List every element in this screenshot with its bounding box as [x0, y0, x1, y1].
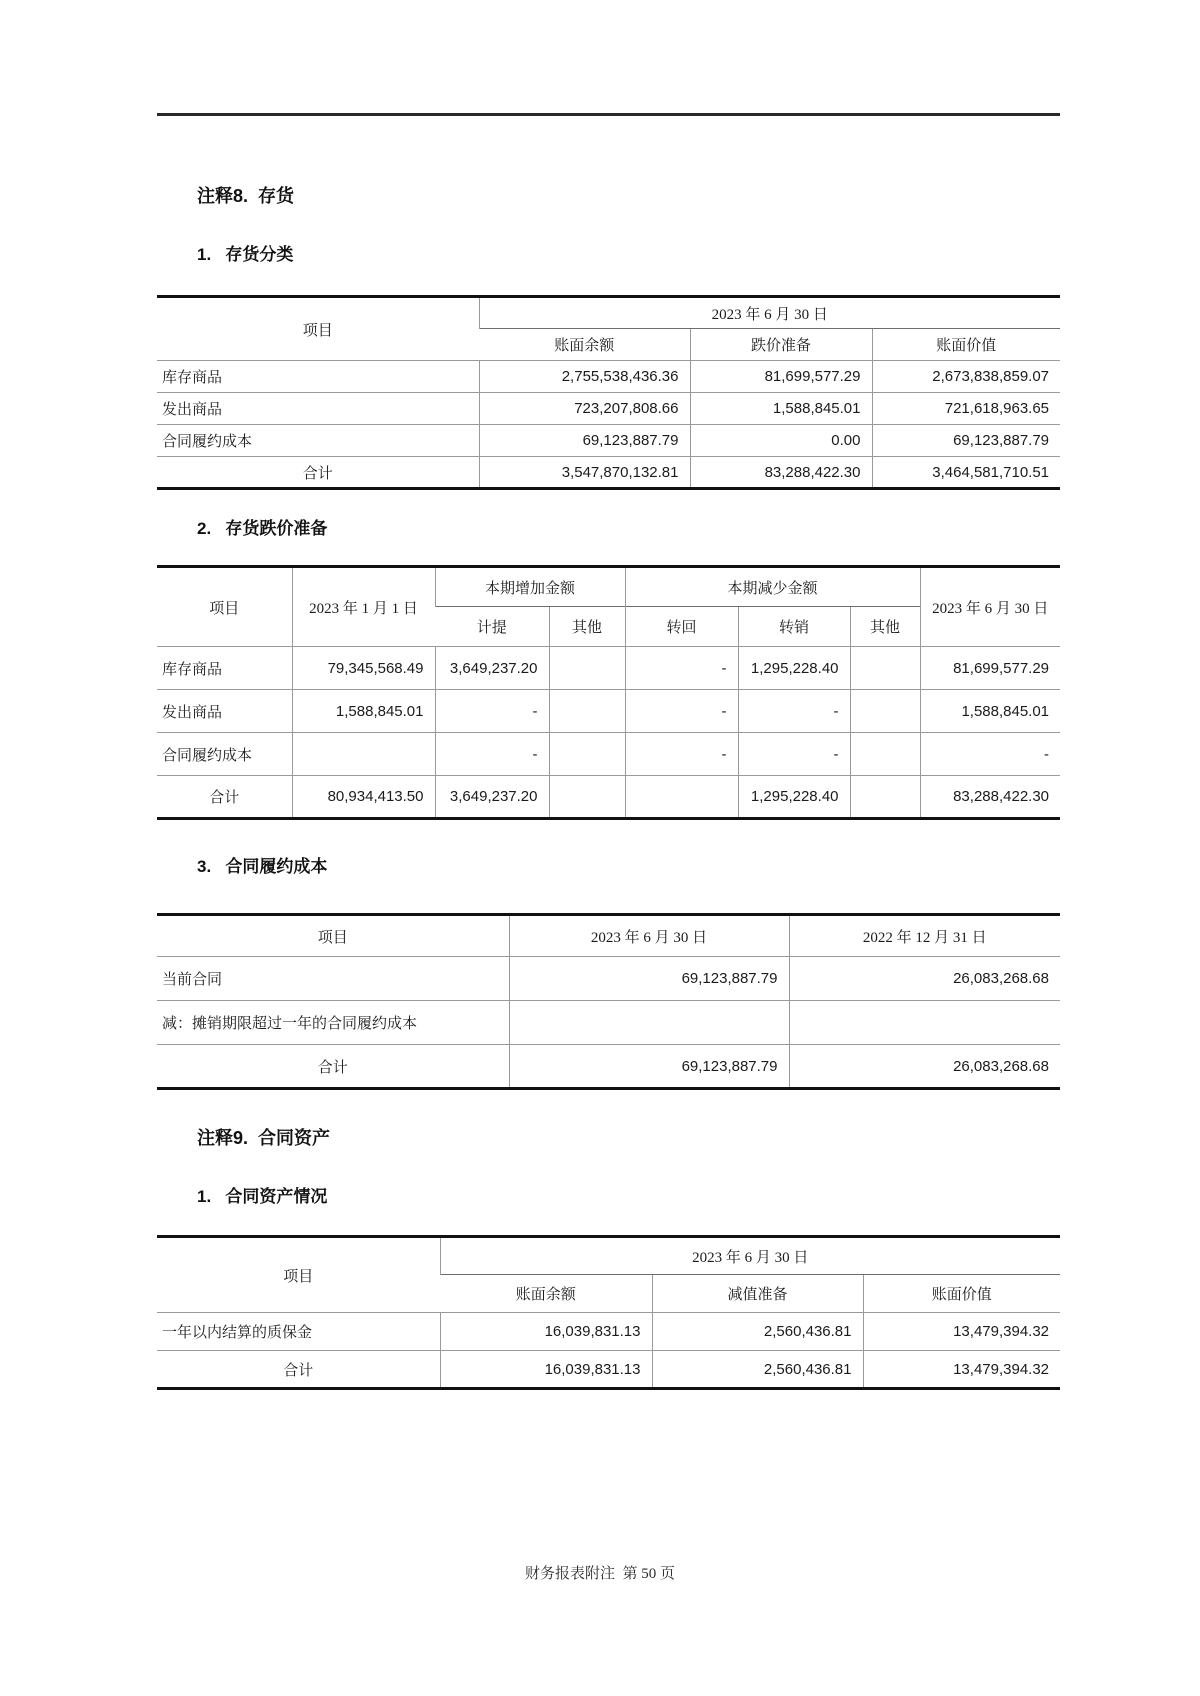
table-row	[157, 1001, 1060, 1045]
cell-value: 1,588,845.01	[690, 393, 872, 425]
column-header-current-date: 2023 年 6 月 30 日	[509, 915, 789, 957]
cell-value: 69,123,887.79	[479, 425, 690, 457]
cell-value: 69,123,887.79	[509, 957, 789, 1001]
table-header	[157, 567, 1060, 647]
inventory-classification-table	[157, 295, 1060, 490]
table-row	[157, 1351, 1060, 1389]
cell-value: 1,295,228.40	[738, 647, 850, 690]
cell-value: 2,755,538,436.36	[479, 361, 690, 393]
cell-value: 0.00	[690, 425, 872, 457]
cell-value	[509, 1001, 789, 1045]
cell-value: 1,588,845.01	[920, 690, 1060, 733]
column-header-impairment-provision: 减值准备	[652, 1275, 863, 1313]
cell-value	[789, 1001, 1060, 1045]
cell-value: 1,588,845.01	[292, 690, 435, 733]
table-row	[157, 457, 1060, 489]
column-header-other-increase: 其他	[549, 607, 625, 647]
table-row	[157, 1313, 1060, 1351]
column-header-book-value: 账面价值	[863, 1275, 1060, 1313]
column-header-other-decrease: 其他	[850, 607, 920, 647]
cell-value: 69,123,887.79	[509, 1045, 789, 1089]
row-label: 库存商品	[157, 361, 479, 393]
table-body	[157, 1313, 1060, 1389]
note9-heading: 注释9. 合同资产	[197, 1128, 331, 1148]
column-header-book-balance: 账面余额	[440, 1275, 652, 1313]
column-header-opening: 2023 年 1 月 1 日	[292, 567, 435, 647]
table-row	[157, 425, 1060, 457]
column-group-decrease: 本期减少金额	[625, 567, 920, 607]
cell-value: 16,039,831.13	[440, 1313, 652, 1351]
column-header-date: 2023 年 6 月 30 日	[479, 297, 1060, 329]
cell-value	[850, 690, 920, 733]
cell-value: 2,560,436.81	[652, 1351, 863, 1389]
column-header-book-value: 账面价值	[872, 329, 1060, 361]
row-label: 一年以内结算的质保金	[157, 1313, 440, 1351]
cell-value: 26,083,268.68	[789, 1045, 1060, 1089]
cell-value: -	[435, 733, 549, 776]
column-header-item: 项目	[283, 1268, 314, 1285]
table-body	[157, 361, 1060, 489]
cell-value: 83,288,422.30	[690, 457, 872, 489]
table-row	[157, 647, 1060, 690]
column-header-item: 项目	[302, 322, 333, 339]
column-header-prior-date: 2022 年 12 月 31 日	[789, 915, 1060, 957]
cell-value	[850, 647, 920, 690]
row-label: 合计	[157, 776, 292, 819]
column-header-item: 项目	[317, 929, 348, 946]
column-header-book-balance: 账面余额	[479, 329, 690, 361]
table-row	[157, 393, 1060, 425]
cell-value	[549, 690, 625, 733]
table-header	[157, 297, 1060, 361]
column-header-price-provision: 跌价准备	[690, 329, 872, 361]
cell-value: -	[625, 690, 738, 733]
column-header-item: 项目	[209, 600, 240, 617]
cell-value: 3,649,237.20	[435, 647, 549, 690]
row-label: 发出商品	[157, 690, 292, 733]
note8-heading: 注释8. 存货	[197, 186, 295, 206]
row-label: 合计	[157, 1045, 509, 1089]
column-header-date: 2023 年 6 月 30 日	[440, 1237, 1060, 1275]
row-label: 合同履约成本	[157, 733, 292, 776]
table-header	[157, 1237, 1060, 1313]
cell-value	[549, 733, 625, 776]
cell-value: 1,295,228.40	[738, 776, 850, 819]
section3-heading: 3. 合同履约成本	[197, 857, 328, 876]
column-header-reversal: 转回	[625, 607, 738, 647]
cell-value: 79,345,568.49	[292, 647, 435, 690]
cell-value: -	[738, 733, 850, 776]
row-label: 库存商品	[157, 647, 292, 690]
inventory-provision-table	[157, 565, 1060, 820]
cell-value	[625, 776, 738, 819]
row-label: 当前合同	[157, 957, 509, 1001]
row-label: 合计	[157, 1351, 440, 1389]
table-row	[157, 690, 1060, 733]
page-footer: 财务报表附注 第 50 页	[524, 1566, 675, 1582]
section1-heading: 1. 存货分类	[197, 245, 294, 264]
cell-value: -	[435, 690, 549, 733]
cell-value: 16,039,831.13	[440, 1351, 652, 1389]
section2-heading: 2. 存货跌价准备	[197, 519, 328, 538]
table-row	[157, 361, 1060, 393]
cell-value: -	[625, 647, 738, 690]
column-header-accrual: 计提	[435, 607, 549, 647]
column-header-closing: 2023 年 6 月 30 日	[920, 567, 1060, 647]
table-row	[157, 733, 1060, 776]
cell-value	[292, 733, 435, 776]
header-rule	[157, 113, 1060, 116]
cell-value: -	[920, 733, 1060, 776]
cell-value: 3,464,581,710.51	[872, 457, 1060, 489]
table-row	[157, 1045, 1060, 1089]
table-row	[157, 776, 1060, 819]
contract-assets-table	[157, 1235, 1060, 1390]
table-body	[157, 647, 1060, 819]
cell-value: 69,123,887.79	[872, 425, 1060, 457]
cell-value: 3,547,870,132.81	[479, 457, 690, 489]
cell-value	[850, 776, 920, 819]
table-row	[157, 957, 1060, 1001]
cell-value: 80,934,413.50	[292, 776, 435, 819]
cell-value: 723,207,808.66	[479, 393, 690, 425]
cell-value: 13,479,394.32	[863, 1313, 1060, 1351]
cell-value: 81,699,577.29	[920, 647, 1060, 690]
content-area	[157, 113, 1060, 1390]
cell-value: -	[738, 690, 850, 733]
cell-value: 2,560,436.81	[652, 1313, 863, 1351]
cell-value: 3,649,237.20	[435, 776, 549, 819]
row-label: 减：摊销期限超过一年的合同履约成本	[157, 1001, 509, 1045]
column-group-increase: 本期增加金额	[435, 567, 625, 607]
cell-value: -	[625, 733, 738, 776]
table-header	[157, 915, 1060, 957]
row-label: 发出商品	[157, 393, 479, 425]
column-header-writeoff: 转销	[738, 607, 850, 647]
section4-heading: 1. 合同资产情况	[197, 1187, 328, 1206]
cell-value	[850, 733, 920, 776]
cell-value: 2,673,838,859.07	[872, 361, 1060, 393]
contract-cost-table	[157, 913, 1060, 1090]
row-label: 合计	[157, 457, 479, 489]
table-body	[157, 957, 1060, 1089]
cell-value: 721,618,963.65	[872, 393, 1060, 425]
row-label: 合同履约成本	[157, 425, 479, 457]
cell-value: 26,083,268.68	[789, 957, 1060, 1001]
cell-value: 83,288,422.30	[920, 776, 1060, 819]
cell-value	[549, 647, 625, 690]
cell-value	[549, 776, 625, 819]
cell-value: 13,479,394.32	[863, 1351, 1060, 1389]
cell-value: 81,699,577.29	[690, 361, 872, 393]
